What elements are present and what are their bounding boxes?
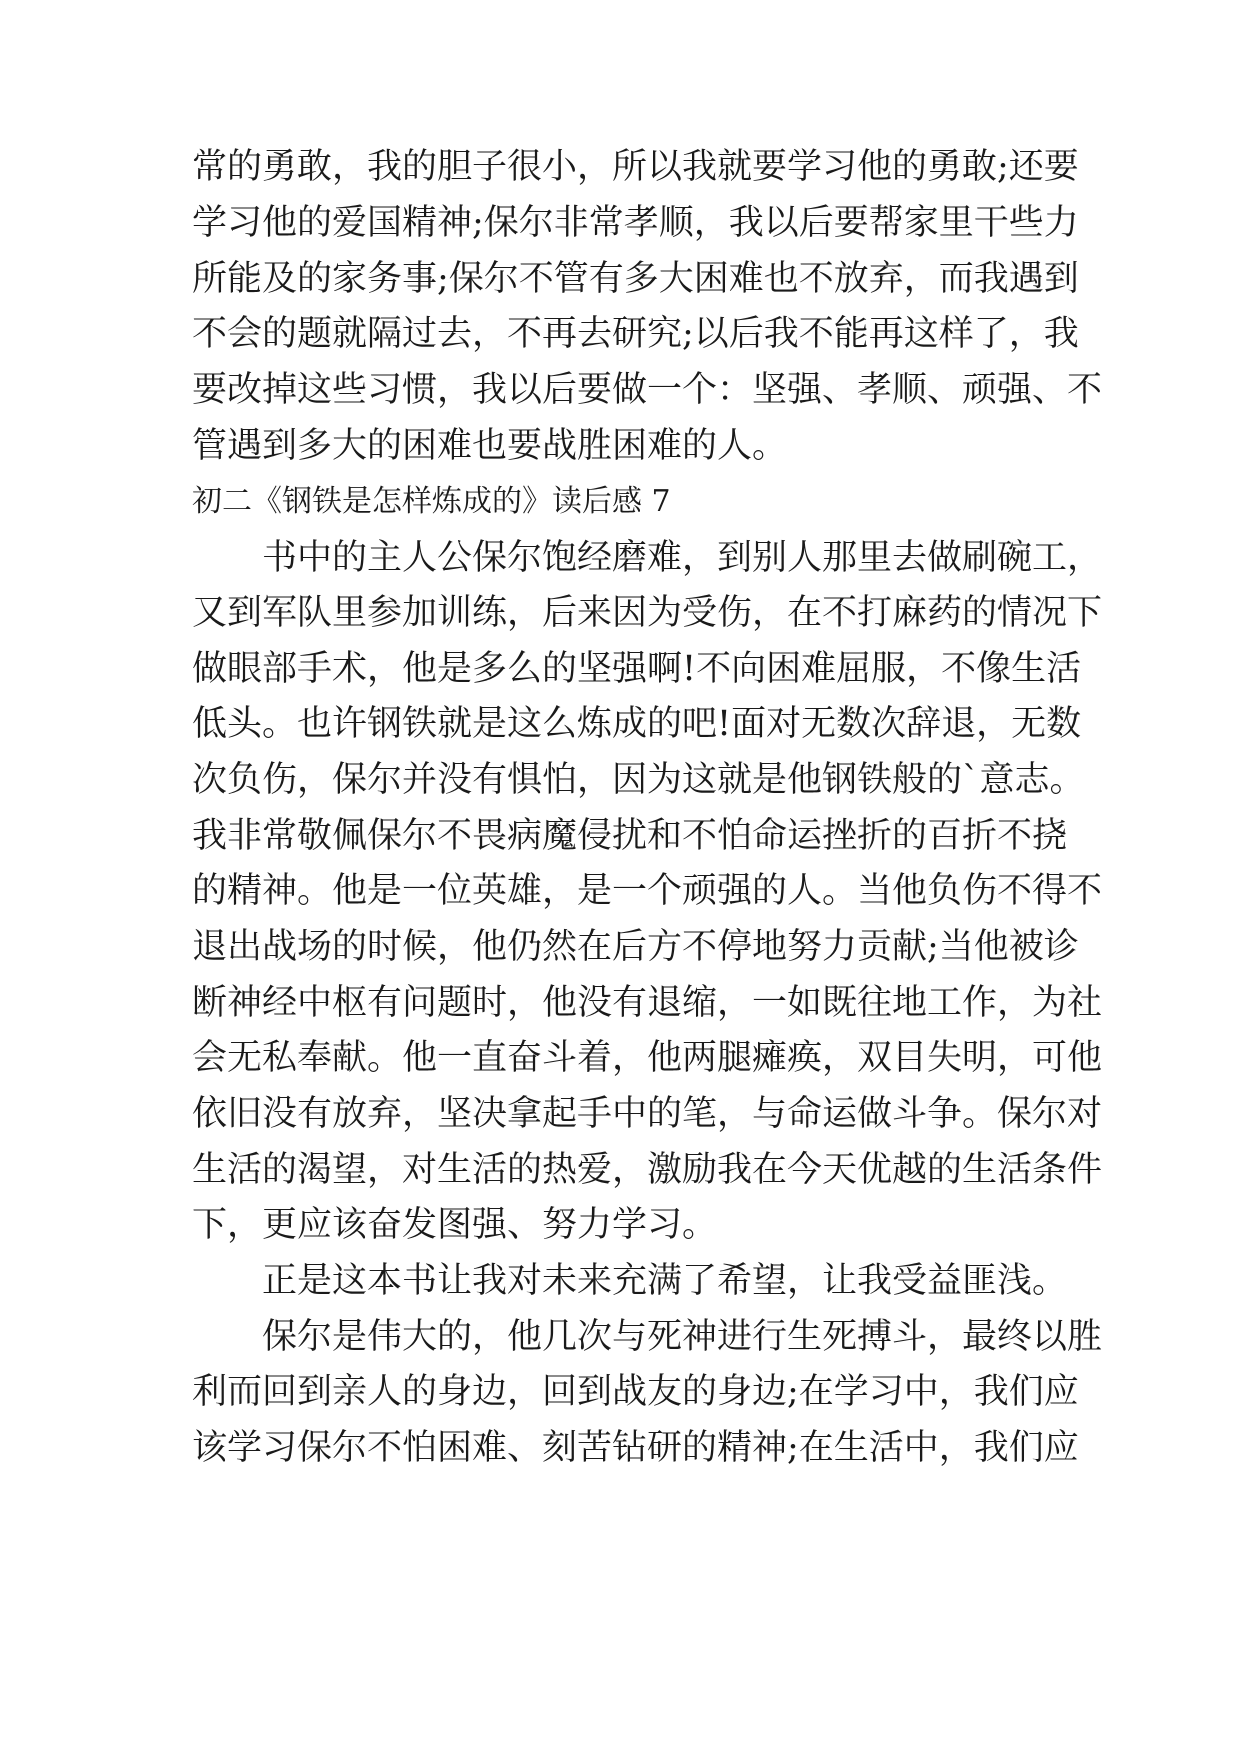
text-line: 管遇到多大的困难也要战胜困难的人。 bbox=[192, 426, 788, 466]
text-line: 常的勇敢，我的胆子很小，所以我就要学习他的勇敢;还要 bbox=[192, 147, 1079, 187]
text-line: 生活的渴望，对生活的热爱，激励我在今天优越的生活条件 bbox=[192, 1150, 1103, 1190]
text-line: 学习他的爱国精神;保尔非常孝顺，我以后要帮家里干些力 bbox=[192, 203, 1079, 243]
text-line: 保尔是伟大的，他几次与死神进行生死搏斗，最终以胜 bbox=[262, 1317, 1103, 1357]
text-line: 正是这本书让我对未来充满了希望，让我受益匪浅。 bbox=[262, 1261, 1068, 1301]
text-line: 会无私奉献。他一直奋斗着，他两腿瘫痪，双目失明，可他 bbox=[192, 1038, 1103, 1078]
text-line: 依旧没有放弃，坚决拿起手中的笔，与命运做斗争。保尔对 bbox=[192, 1094, 1103, 1134]
text-line: 利而回到亲人的身边，回到战友的身边;在学习中，我们应 bbox=[192, 1372, 1079, 1412]
text-line: 要改掉这些习惯，我以后要做一个：坚强、孝顺、顽强、不 bbox=[192, 370, 1103, 410]
text-line: 低头。也许钢铁就是这么炼成的吧!面对无数次辞退，无数 bbox=[192, 704, 1082, 744]
text-line: 书中的主人公保尔饱经磨难，到别人那里去做刷碗工， bbox=[262, 538, 1103, 578]
text-line: 我非常敬佩保尔不畏病魔侵扰和不怕命运挫折的百折不挠 bbox=[192, 816, 1068, 856]
text-line: 不会的题就隔过去，不再去研究;以后我不能再这样了，我 bbox=[192, 314, 1079, 354]
text-line: 退出战场的时候，他仍然在后方不停地努力贡献;当他被诊 bbox=[192, 927, 1079, 967]
section-heading: 初二《钢铁是怎样炼成的》读后感 7 bbox=[192, 484, 671, 519]
text-line: 下，更应该奋发图强、努力学习。 bbox=[192, 1205, 718, 1245]
text-line: 做眼部手术，他是多么的坚强啊!不向困难屈服，不像生活 bbox=[192, 649, 1082, 689]
text-line: 断神经中枢有问题时，他没有退缩，一如既往地工作，为社 bbox=[192, 983, 1103, 1023]
text-line: 所能及的家务事;保尔不管有多大困难也不放弃，而我遇到 bbox=[192, 259, 1079, 299]
text-line: 又到军队里参加训练，后来因为受伤，在不打麻药的情况下 bbox=[192, 593, 1103, 633]
text-line: 次负伤，保尔并没有惧怕，因为这就是他钢铁般的`意志。 bbox=[192, 760, 1085, 800]
text-line: 的精神。他是一位英雄，是一个顽强的人。当他负伤不得不 bbox=[192, 871, 1103, 911]
text-line: 该学习保尔不怕困难、刻苦钻研的精神;在生活中，我们应 bbox=[192, 1428, 1079, 1468]
